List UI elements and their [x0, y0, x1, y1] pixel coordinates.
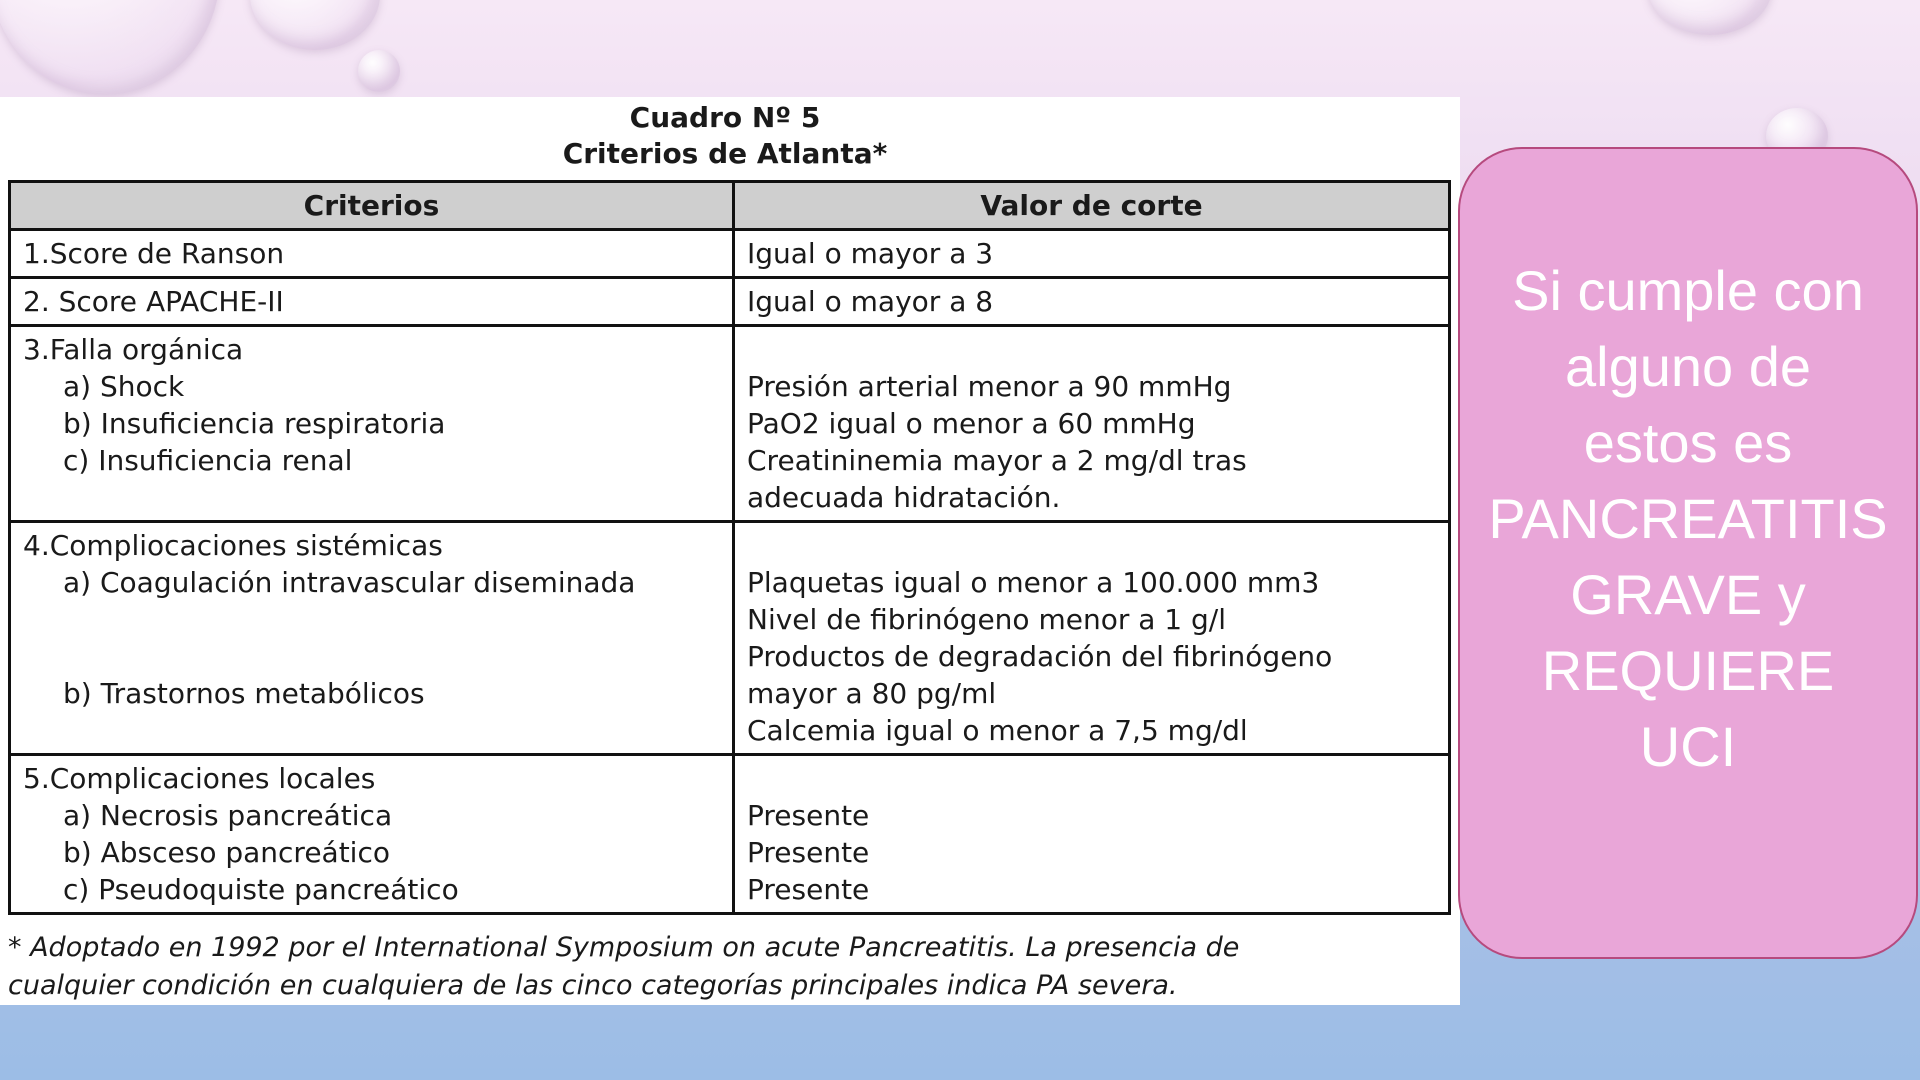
callout-line: alguno de — [1564, 335, 1811, 398]
column-header-criteria: Criterios — [10, 182, 734, 230]
table-row — [10, 326, 1450, 522]
cutoff-line: Nivel de fibrinógeno menor a 1 g/l — [747, 603, 1227, 636]
cutoff-line: mayor a 80 pg/ml — [747, 677, 997, 710]
cutoff-cell — [734, 522, 1450, 755]
criteria-subline: b) Trastornos metabólicos — [63, 677, 425, 710]
callout-line: GRAVE y — [1570, 563, 1806, 626]
cutoff-line: Presión arterial menor a 90 mmHg — [747, 370, 1232, 403]
spacer — [23, 638, 720, 675]
cutoff-cell — [734, 326, 1450, 522]
table-row — [10, 522, 1450, 755]
decorative-bubble-medium — [250, 0, 380, 50]
criteria-subline: a) Necrosis pancreática — [63, 799, 393, 832]
criteria-cell — [10, 230, 734, 278]
severity-callout-box — [1458, 147, 1918, 959]
document-subtitle: Criterios de Atlanta* — [562, 137, 888, 170]
callout-line: PANCREATITIS — [1488, 487, 1888, 550]
decorative-bubble-large — [0, 0, 220, 95]
cutoff-line: Productos de degradación del fibrinógeno — [747, 640, 1333, 673]
cutoff-line: adecuada hidratación. — [747, 481, 1061, 514]
criteria-subline: b) Insuficiencia respiratoria — [63, 407, 446, 440]
cutoff-line: Plaquetas igual o menor a 100.000 mm3 — [747, 566, 1320, 599]
callout-line: Si cumple con — [1512, 259, 1864, 322]
spacer — [747, 527, 1436, 564]
document-title: Cuadro Nº 5 — [629, 101, 821, 134]
criteria-line: 2. Score APACHE-II — [23, 285, 284, 318]
decorative-bubble-top-right — [1648, 0, 1772, 35]
cutoff-line: Presente — [747, 873, 870, 906]
criteria-subline: a) Coagulación intravascular diseminada — [63, 566, 636, 599]
cutoff-line: Creatininemia mayor a 2 mg/dl tras — [747, 444, 1247, 477]
column-header-cutoff: Valor de corte — [734, 182, 1450, 230]
spacer — [747, 331, 1436, 368]
criteria-subline: b) Absceso pancreático — [63, 836, 390, 869]
cutoff-line: Calcemia igual o menor a 7,5 mg/dl — [747, 714, 1248, 747]
cutoff-cell — [734, 230, 1450, 278]
criteria-cell — [10, 326, 734, 522]
criteria-subline: c) Insuficiencia renal — [63, 444, 353, 477]
spacer — [747, 760, 1436, 797]
table-row — [10, 755, 1450, 914]
cutoff-line: Presente — [747, 799, 870, 832]
criteria-subline: a) Shock — [63, 370, 185, 403]
callout-text — [1488, 253, 1888, 785]
footnote-line: * Adoptado en 1992 por el International Symposium on acute Pancreatitis. La presencia de — [8, 932, 1240, 963]
cutoff-line: Igual o mayor a 8 — [747, 285, 994, 318]
cutoff-line: PaO2 igual o menor a 60 mmHg — [747, 407, 1196, 440]
spacer — [23, 601, 720, 638]
cutoff-line: Igual o mayor a 3 — [747, 237, 994, 270]
criteria-table — [8, 180, 1451, 915]
criteria-cell — [10, 755, 734, 914]
footnote-line: cualquier condición en cualquiera de las cinco categorías principales indica PA severa. — [8, 970, 1178, 1001]
criteria-line: 1.Score de Ranson — [23, 237, 285, 270]
criteria-cell — [10, 278, 734, 326]
cutoff-cell — [734, 278, 1450, 326]
atlanta-criteria-document — [0, 97, 1460, 1005]
table-row — [10, 230, 1450, 278]
footnote — [8, 929, 1458, 1005]
criteria-cell — [10, 522, 734, 755]
cutoff-line: Presente — [747, 836, 870, 869]
criteria-line: 5.Complicaciones locales — [23, 762, 376, 795]
callout-line: estos es — [1583, 411, 1793, 474]
callout-line: REQUIERE UCI — [1541, 639, 1835, 778]
table-row — [10, 278, 1450, 326]
criteria-subline: c) Pseudoquiste pancreático — [63, 873, 459, 906]
table-header-row — [10, 182, 1450, 230]
criteria-line: 4.Compliocaciones sistémicas — [23, 529, 443, 562]
criteria-line: 3.Falla orgánica — [23, 333, 244, 366]
decorative-bubble-small — [358, 50, 400, 92]
cutoff-cell — [734, 755, 1450, 914]
